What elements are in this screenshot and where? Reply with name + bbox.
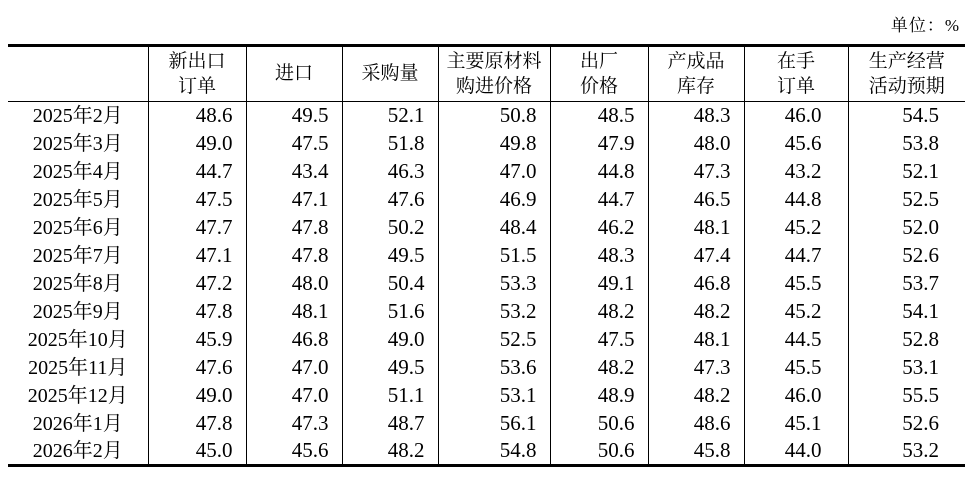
value-cell: 47.5 [148, 186, 246, 214]
value-cell: 46.2 [550, 214, 648, 242]
value-cell: 46.8 [648, 270, 744, 298]
column-header: 在手 订单 [744, 46, 848, 102]
value-cell: 44.0 [744, 438, 848, 466]
value-cell: 48.0 [246, 270, 342, 298]
value-cell: 52.0 [848, 214, 965, 242]
row-label: 2025年5月 [32, 188, 123, 211]
row-label: 2025年8月 [32, 272, 123, 295]
value-cell: 49.5 [246, 102, 342, 130]
value-cell: 48.3 [648, 102, 744, 130]
column-header: 出厂 价格 [550, 46, 648, 102]
value-cell: 48.9 [550, 382, 648, 410]
value-cell: 56.1 [438, 410, 550, 438]
value-cell: 43.4 [246, 158, 342, 186]
value-cell: 45.2 [744, 214, 848, 242]
table-row [8, 410, 965, 438]
value-cell: 49.0 [148, 382, 246, 410]
row-label: 2025年10月 [27, 328, 128, 351]
value-cell: 53.3 [438, 270, 550, 298]
table-header [8, 46, 965, 102]
value-cell: 52.6 [848, 242, 965, 270]
value-cell: 51.5 [438, 242, 550, 270]
table-row [8, 438, 965, 466]
column-header: 主要原材料 购进价格 [438, 46, 550, 102]
value-cell: 53.1 [848, 354, 965, 382]
row-label: 2025年4月 [32, 160, 123, 183]
table-row [8, 354, 965, 382]
row-label: 2025年7月 [32, 244, 123, 267]
value-cell: 49.5 [342, 354, 438, 382]
column-header: 生产经营 活动预期 [848, 46, 965, 102]
table-row [8, 130, 965, 158]
value-cell: 53.2 [848, 438, 965, 466]
value-cell: 52.5 [848, 186, 965, 214]
value-cell: 46.0 [744, 102, 848, 130]
row-label: 2026年2月 [32, 439, 123, 462]
row-label: 2025年12月 [27, 384, 128, 407]
row-label: 2025年2月 [32, 104, 123, 127]
value-cell: 47.0 [246, 354, 342, 382]
value-cell: 52.5 [438, 326, 550, 354]
column-header: 新出口 订单 [148, 46, 246, 102]
column-header: 进口 [246, 46, 342, 102]
value-cell: 48.5 [550, 102, 648, 130]
header-row [8, 46, 965, 102]
value-cell: 47.3 [648, 354, 744, 382]
value-cell: 46.9 [438, 186, 550, 214]
value-cell: 47.1 [246, 186, 342, 214]
row-label: 2025年6月 [32, 216, 123, 239]
value-cell: 48.7 [342, 410, 438, 438]
column-header: 产成品 库存 [648, 46, 744, 102]
value-cell: 45.6 [744, 130, 848, 158]
value-cell: 47.0 [246, 382, 342, 410]
value-cell: 47.6 [148, 354, 246, 382]
value-cell: 44.7 [550, 186, 648, 214]
value-cell: 52.8 [848, 326, 965, 354]
value-cell: 48.4 [438, 214, 550, 242]
value-cell: 47.3 [648, 158, 744, 186]
value-cell: 52.1 [848, 158, 965, 186]
table-body [8, 102, 965, 466]
value-cell: 45.0 [148, 438, 246, 466]
row-label: 2025年9月 [32, 300, 123, 323]
table-row [8, 298, 965, 326]
value-cell: 48.1 [648, 326, 744, 354]
value-cell: 49.8 [438, 130, 550, 158]
value-cell: 54.8 [438, 438, 550, 466]
value-cell: 53.7 [848, 270, 965, 298]
value-cell: 50.2 [342, 214, 438, 242]
value-cell: 53.6 [438, 354, 550, 382]
value-cell: 44.5 [744, 326, 848, 354]
value-cell: 48.3 [550, 242, 648, 270]
table-row [8, 382, 965, 410]
value-cell: 54.5 [848, 102, 965, 130]
value-cell: 47.0 [438, 158, 550, 186]
table-row [8, 326, 965, 354]
value-cell: 44.8 [550, 158, 648, 186]
value-cell: 45.8 [648, 438, 744, 466]
value-cell: 54.1 [848, 298, 965, 326]
table-row [8, 102, 965, 130]
value-cell: 48.0 [648, 130, 744, 158]
table-row [8, 158, 965, 186]
value-cell: 47.7 [148, 214, 246, 242]
value-cell: 50.4 [342, 270, 438, 298]
value-cell: 47.5 [246, 130, 342, 158]
value-cell: 49.1 [550, 270, 648, 298]
value-cell: 48.2 [550, 354, 648, 382]
value-cell: 45.6 [246, 438, 342, 466]
column-header: 采购量 [342, 46, 438, 102]
value-cell: 48.6 [148, 102, 246, 130]
value-cell: 47.2 [148, 270, 246, 298]
value-cell: 48.2 [648, 382, 744, 410]
value-cell: 43.2 [744, 158, 848, 186]
value-cell: 44.7 [148, 158, 246, 186]
value-cell: 53.8 [848, 130, 965, 158]
value-cell: 50.6 [550, 438, 648, 466]
corner-cell [8, 46, 148, 102]
value-cell: 45.1 [744, 410, 848, 438]
value-cell: 48.1 [648, 214, 744, 242]
value-cell: 51.8 [342, 130, 438, 158]
value-cell: 47.4 [648, 242, 744, 270]
row-label: 2025年11月 [28, 356, 128, 379]
value-cell: 46.5 [648, 186, 744, 214]
value-cell: 52.1 [342, 102, 438, 130]
table-row [8, 186, 965, 214]
value-cell: 48.2 [550, 298, 648, 326]
table-row [8, 270, 965, 298]
value-cell: 51.6 [342, 298, 438, 326]
value-cell: 46.3 [342, 158, 438, 186]
value-cell: 52.6 [848, 410, 965, 438]
value-cell: 49.0 [148, 130, 246, 158]
row-label: 2026年1月 [32, 412, 123, 435]
value-cell: 44.7 [744, 242, 848, 270]
value-cell: 47.8 [246, 242, 342, 270]
pmi-index-table [8, 44, 965, 467]
value-cell: 55.5 [848, 382, 965, 410]
value-cell: 53.1 [438, 382, 550, 410]
value-cell: 51.1 [342, 382, 438, 410]
value-cell: 47.8 [246, 214, 342, 242]
value-cell: 48.2 [342, 438, 438, 466]
value-cell: 49.0 [342, 326, 438, 354]
table-row [8, 242, 965, 270]
value-cell: 45.5 [744, 270, 848, 298]
value-cell: 45.2 [744, 298, 848, 326]
value-cell: 47.8 [148, 298, 246, 326]
value-cell: 50.8 [438, 102, 550, 130]
value-cell: 48.1 [246, 298, 342, 326]
value-cell: 47.5 [550, 326, 648, 354]
row-label: 2025年3月 [32, 132, 123, 155]
unit-label: 单位：% [890, 16, 960, 35]
value-cell: 49.5 [342, 242, 438, 270]
value-cell: 48.2 [648, 298, 744, 326]
table-row [8, 214, 965, 242]
value-cell: 53.2 [438, 298, 550, 326]
value-cell: 47.6 [342, 186, 438, 214]
value-cell: 45.9 [148, 326, 246, 354]
value-cell: 47.9 [550, 130, 648, 158]
value-cell: 45.5 [744, 354, 848, 382]
value-cell: 48.6 [648, 410, 744, 438]
value-cell: 47.3 [246, 410, 342, 438]
value-cell: 47.1 [148, 242, 246, 270]
value-cell: 47.8 [148, 410, 246, 438]
value-cell: 46.0 [744, 382, 848, 410]
value-cell: 50.6 [550, 410, 648, 438]
value-cell: 46.8 [246, 326, 342, 354]
value-cell: 44.8 [744, 186, 848, 214]
